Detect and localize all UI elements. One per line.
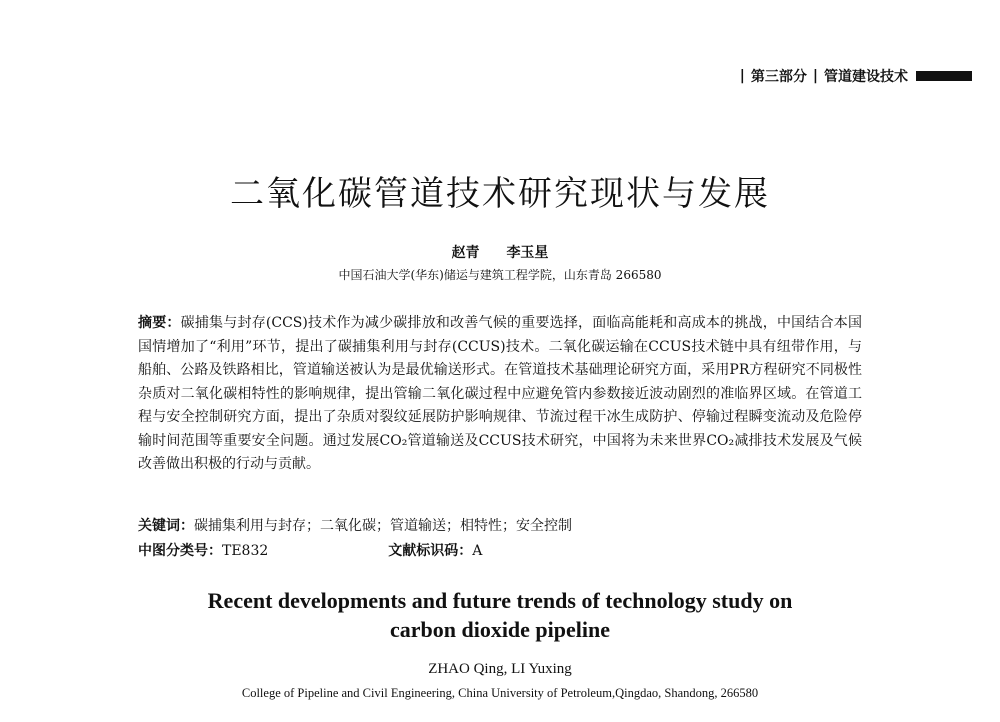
abstract-line: 技术发展及气候改善做出积极的行动与贡献。	[138, 432, 862, 472]
doc-value: A	[472, 543, 483, 559]
abstract-line: 碳捕集与封存(CCS)技术作为减少碳排放和改善气候的重要选择，面临高能耗和高成本的挑	[180, 315, 749, 331]
author-list	[0, 242, 1000, 262]
english-authors: ZHAO Qing, LI Yuxing	[428, 661, 572, 677]
english-title-line: carbon dioxide pipeline	[389, 617, 611, 642]
doc-label: 文献标识码：	[388, 543, 473, 559]
affiliation: 中国石油大学(华东)储运与建筑工程学院，山东青岛 266580	[338, 268, 662, 282]
header-bar	[916, 71, 972, 81]
abstract-line: 管输二氧化碳过程中应避免管内参数接近波动剧烈的准临界区域。在管道工程与安全控制研究方	[138, 385, 863, 425]
abstract-line: 战，中国结合本国国情增加了“利用”环节，提出了碳捕集利用与封存(CCUS)技术。二氧化碳运输	[138, 315, 863, 355]
paper-title: 二氧化碳管道技术研究现状与发展	[230, 174, 770, 214]
abstract-line: 管道技术基础理论研究方面，采用PR方程研究不同极性杂质对二氧化碳相特性的影响规律，提出	[138, 362, 863, 402]
header-section: 管道建设技术	[824, 69, 908, 85]
english-title	[0, 586, 1000, 644]
keywords	[138, 515, 862, 535]
english-affiliation: College of Pipeline and Civil Engineering, China University of Petroleum,Qingdao, Shandong, 266580	[241, 686, 759, 700]
keywords-label: 关键词：	[138, 518, 194, 534]
header-separator: |	[812, 68, 818, 84]
running-header	[734, 66, 972, 86]
header-separator: |	[739, 68, 745, 84]
keywords-text: 碳捕集利用与封存；二氧化碳；管道输送；相特性；安全控制	[194, 518, 572, 534]
abstract-line: 面，提出了杂质对裂纹延展防护影响规律、节流过程干冰生成防护、停输过程瞬变流动及危险停输时	[138, 409, 863, 449]
header-part: 第三部分	[750, 69, 807, 85]
clc-label: 中图分类号：	[138, 543, 222, 559]
clc-value: TE832	[222, 543, 269, 559]
author: 赵青	[451, 245, 480, 261]
classification	[138, 540, 862, 560]
author: 李玉星	[506, 245, 549, 261]
english-title-line: Recent developments and future trends of technology study on	[207, 588, 793, 613]
abstract-line: 在CCUS技术链中具有纽带作用，与船舶、公路及铁路相比，管道输送被认为是最优输送形式。在	[138, 338, 862, 378]
abstract-label: 摘要：	[138, 315, 181, 331]
abstract	[138, 312, 862, 477]
abstract-line: 间范围等重要安全问题。通过发展CO₂管道输送及CCUS技术研究，中国将为未来世界CO₂减排	[166, 432, 763, 449]
